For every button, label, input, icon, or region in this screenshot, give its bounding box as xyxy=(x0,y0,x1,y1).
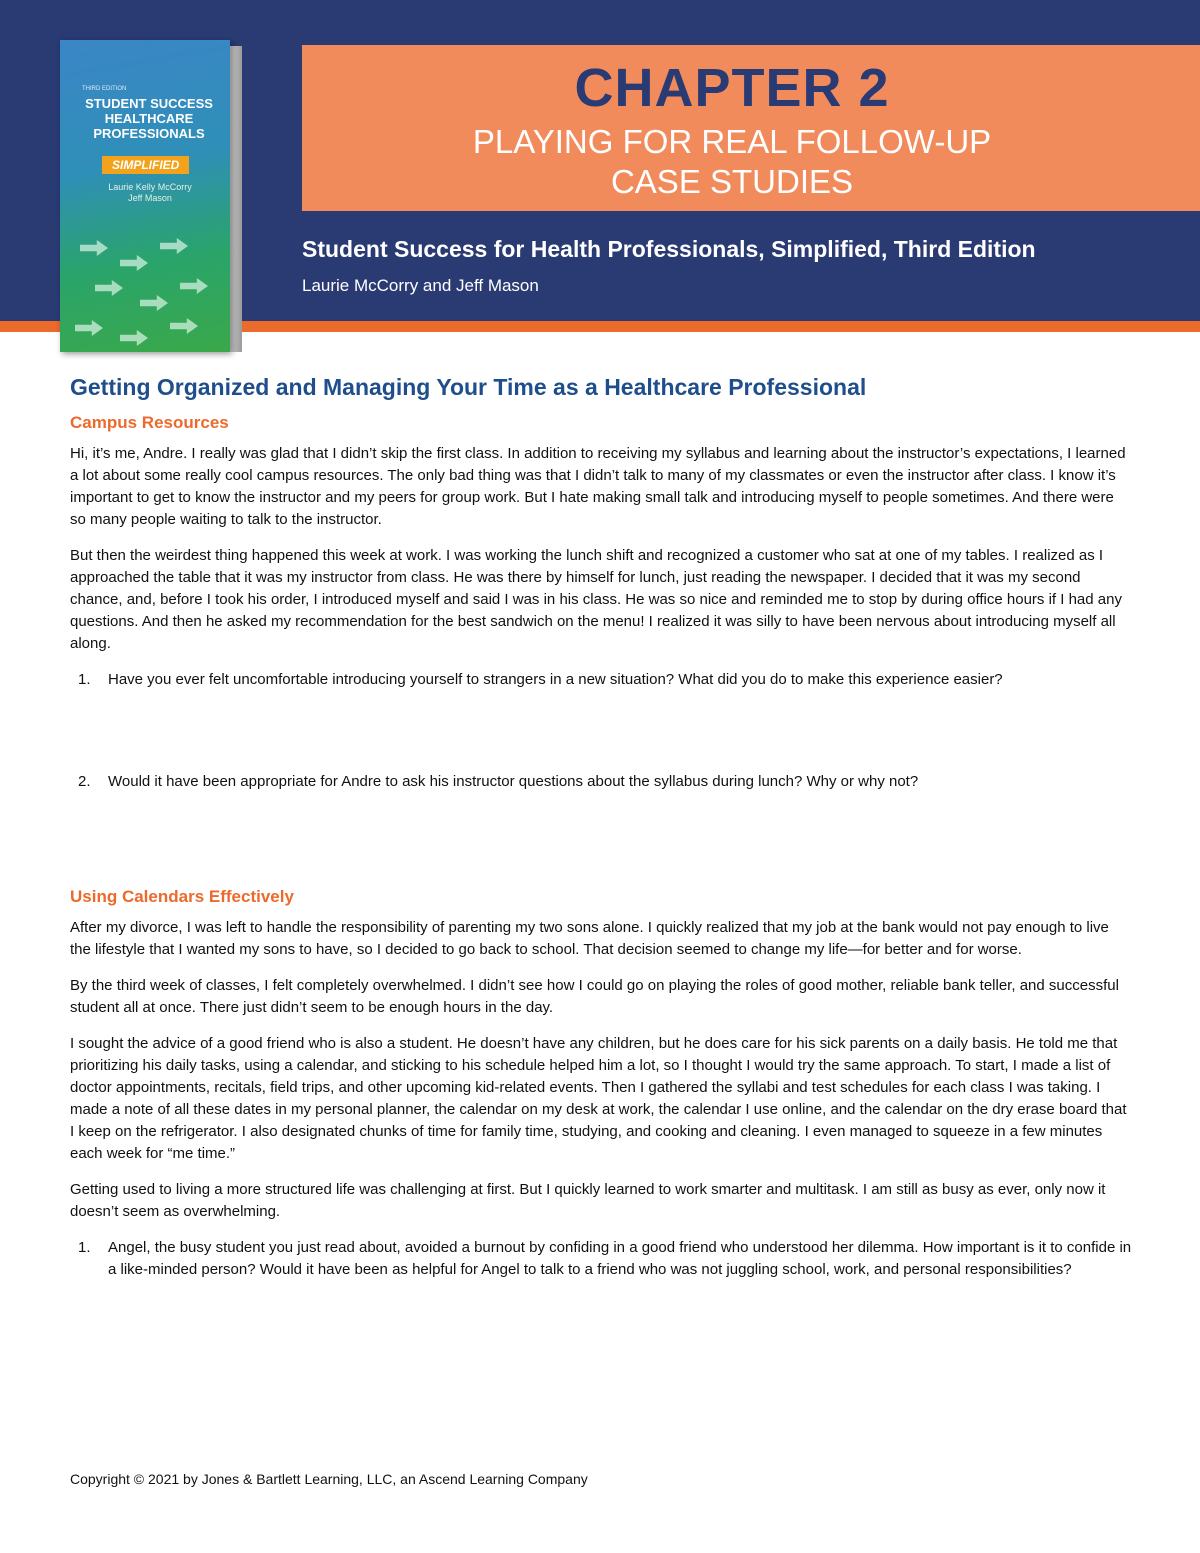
chapter-subtitle-line-2: CASE STUDIES xyxy=(610,163,854,200)
chapter-subtitle-line-1: PLAYING FOR REAL FOLLOW-UP xyxy=(472,123,992,160)
question-item xyxy=(70,771,1132,793)
paragraph: By the third week of classes, I felt completely overwhelmed. I didn’t see how I could go on playing the roles of good mother, reliable bank teller, and successful student all at once. There just didn’t seem to be enough hours in the day. xyxy=(70,977,1119,1016)
arrow-icon xyxy=(180,278,208,294)
book-authors: Laurie McCorry and Jeff Mason xyxy=(302,276,539,295)
book-cover-image xyxy=(50,40,240,352)
question-text: Have you ever felt uncomfortable introducing yourself to strangers in a new situation? What did you do to make this experience easier? xyxy=(108,671,1003,688)
using-calendars-heading: Using Calendars Effectively xyxy=(70,887,294,906)
paragraph: After my divorce, I was left to handle the responsibility of parenting my two sons alone. I quickly realized that my job at the bank would not pay enough to live the lifestyle that I wanted my sons to have, so I decided to go back to school. That decision seemed to change my life—for better and for worse. xyxy=(70,919,1109,958)
chapter-title-box xyxy=(302,45,1200,211)
arrow-icon xyxy=(140,295,168,311)
question-list xyxy=(70,669,1132,793)
campus-resources-heading: Campus Resources xyxy=(70,413,229,432)
cover-title xyxy=(74,96,224,141)
arrow-icon xyxy=(170,318,198,334)
cover-title-line-3: PROFESSIONALS xyxy=(93,126,205,141)
arrow-icon xyxy=(75,320,103,336)
question-text: Would it have been appropriate for Andre to ask his instructor questions about the syllabus during lunch? Why or why not? xyxy=(108,773,919,790)
question-number: 2. xyxy=(78,773,91,790)
copyright-footer: Copyright © 2021 by Jones & Bartlett Learning, LLC, an Ascend Learning Company xyxy=(70,1471,588,1487)
question-text: Angel, the busy student you just read about, avoided a burnout by confiding in a good friend who understood her dilemma. How important is it to confide in a like-minded person? Would it have been as helpful for Angel to talk to a friend who was not juggling school, work, and personal responsibilities? xyxy=(108,1239,1132,1278)
main-content xyxy=(70,374,1132,1281)
cover-author-1: Laurie Kelly McCorry xyxy=(108,182,192,192)
paragraph: Getting used to living a more structured life was challenging at first. But I quickly learned to work smarter and multitask. I am still as busy as ever, only now it doesn’t seem as overwhelming. xyxy=(70,1181,1106,1220)
chapter-subtitle xyxy=(302,122,1162,202)
book-front-cover xyxy=(60,40,230,352)
cover-authors xyxy=(80,182,220,204)
question-number: 1. xyxy=(78,671,91,688)
book-title: Student Success for Health Professionals, Simplified, Third Edition xyxy=(302,236,1036,262)
arrow-icon xyxy=(120,255,148,271)
arrow-icon xyxy=(160,238,188,254)
paragraph: Hi, it’s me, Andre. I really was glad that I didn’t skip the first class. In addition to receiving my syllabus and learning about the instructor’s expectations, I learned a lot about some really cool campus resources. The only bad thing was that I didn’t talk to many of my classmates or even the instructor after class. I know it’s important to get to know the instructor and my peers for group work. But I hate making small talk and introducing myself to people sometimes. And there were so many people waiting to talk to the instructor. xyxy=(70,445,1126,528)
arrow-icon xyxy=(80,240,108,256)
question-number: 1. xyxy=(78,1239,91,1256)
arrow-icon xyxy=(95,280,123,296)
section-title: Getting Organized and Managing Your Time as a Healthcare Professional xyxy=(70,374,867,400)
cover-title-line-1: STUDENT SUCCESS xyxy=(85,96,213,111)
book-spine xyxy=(228,46,242,352)
paragraph: I sought the advice of a good friend who is also a student. He doesn’t have any children, but he does care for his sick parents on a daily basis. He told me that prioritizing his daily tasks, using a calendar, and sticking to his schedule helped him a lot, so I thought I would try the same approach. To start, I made a list of doctor appointments, recitals, field trips, and other upcoming kid-related events. Then I gathered the syllabi and test schedules for each class I was taking. I made a note of all these dates in my personal planner, the calendar on my desk at work, the calendar I use online, and the calendar on the dry erase board that I keep on the refrigerator. I also designated chunks of time for family time, studying, and cooking and cleaning. I even managed to squeeze in a few minutes each week for “me time.” xyxy=(70,1035,1127,1162)
chapter-label: CHAPTER 2 xyxy=(574,58,890,118)
arrow-icon xyxy=(120,330,148,346)
question-item xyxy=(70,669,1132,691)
question-item xyxy=(70,1237,1132,1281)
cover-title-line-2: HEALTHCARE xyxy=(104,111,194,126)
cover-edition: THIRD EDITION xyxy=(82,86,127,92)
paragraph: But then the weirdest thing happened this week at work. I was working the lunch shift and recognized a customer who sat at one of my tables. I realized as I approached the table that it was my instructor from class. He was there by himself for lunch, just reading the newspaper. I decided that it was my second chance, and, before I took his order, I introduced myself and said I was in his class. He was so nice and reminded me to stop by during office hours if I had any questions. And then he asked my recommendation for the best sandwich on the menu! I realized it was silly to have been nervous about introducing myself all along. xyxy=(70,547,1122,652)
question-list xyxy=(70,1237,1132,1281)
cover-author-2: Jeff Mason xyxy=(128,193,172,203)
cover-simplified-badge: SIMPLIFIED xyxy=(102,156,189,174)
